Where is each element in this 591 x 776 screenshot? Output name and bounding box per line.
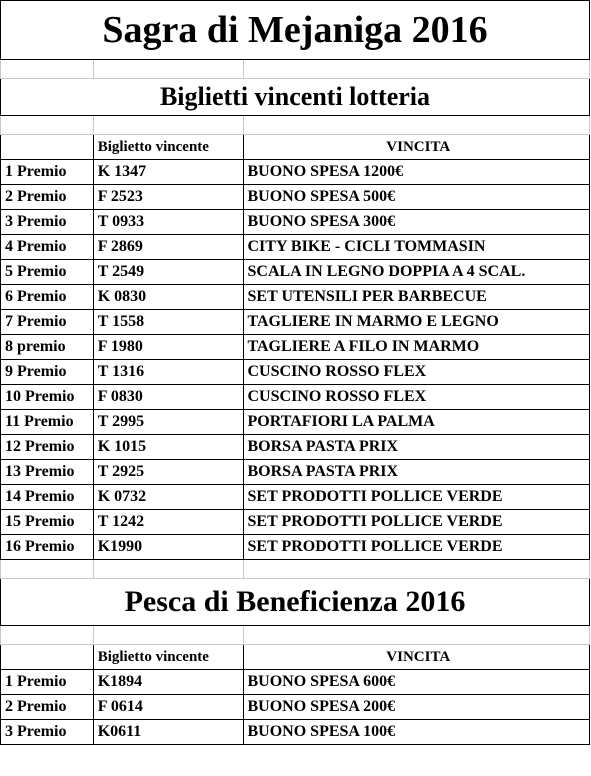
place-cell[interactable]: 14 Premio — [1, 485, 94, 510]
prize-cell[interactable]: CUSCINO ROSSO FLEX — [243, 385, 590, 410]
lotteria-row — [1, 335, 590, 360]
place-cell[interactable]: 6 Premio — [1, 285, 94, 310]
ticket-cell[interactable]: F 1980 — [93, 335, 243, 360]
ticket-cell[interactable]: T 1242 — [93, 510, 243, 535]
lotteria-header-row — [1, 135, 590, 160]
lotteria-row — [1, 210, 590, 235]
prize-cell[interactable]: BUONO SPESA 600€ — [243, 670, 590, 695]
prize-cell[interactable]: BUONO SPESA 200€ — [243, 695, 590, 720]
prize-cell[interactable]: TAGLIERE IN MARMO E LEGNO — [243, 310, 590, 335]
ticket-cell[interactable]: K 1015 — [93, 435, 243, 460]
ticket-cell[interactable]: T 2549 — [93, 260, 243, 285]
lotteria-row — [1, 385, 590, 410]
place-cell[interactable]: 8 premio — [1, 335, 94, 360]
prize-cell[interactable]: SET PRODOTTI POLLICE VERDE — [243, 485, 590, 510]
prize-cell[interactable]: SET UTENSILI PER BARBECUE — [243, 285, 590, 310]
pesca-row — [1, 670, 590, 695]
place-cell[interactable]: 13 Premio — [1, 460, 94, 485]
prize-cell[interactable]: SCALA IN LEGNO DOPPIA A 4 SCAL. — [243, 260, 590, 285]
spacer-row — [1, 116, 590, 135]
pesca-heading-row — [1, 579, 590, 626]
ticket-cell[interactable]: K0611 — [93, 720, 243, 745]
lotteria-heading-row — [1, 79, 590, 116]
lotteria-row — [1, 185, 590, 210]
lotteria-heading[interactable]: Biglietti vincenti lotteria — [1, 79, 590, 116]
header-empty-cell[interactable] — [1, 135, 94, 160]
place-cell[interactable]: 2 Premio — [1, 695, 94, 720]
place-cell[interactable]: 7 Premio — [1, 310, 94, 335]
ticket-cell[interactable]: T 2925 — [93, 460, 243, 485]
pesca-row — [1, 720, 590, 745]
lotteria-row — [1, 260, 590, 285]
place-cell[interactable]: 5 Premio — [1, 260, 94, 285]
title-row — [1, 1, 590, 60]
prize-cell[interactable]: CITY BIKE - CICLI TOMMASIN — [243, 235, 590, 260]
header-ticket[interactable]: Biglietto vincente — [93, 135, 243, 160]
header-empty-cell[interactable] — [1, 645, 94, 670]
lotteria-row — [1, 535, 590, 560]
empty-cell[interactable] — [93, 626, 243, 645]
empty-cell[interactable] — [1, 626, 94, 645]
place-cell[interactable]: 4 Premio — [1, 235, 94, 260]
lotteria-row — [1, 360, 590, 385]
prize-cell[interactable]: TAGLIERE A FILO IN MARMO — [243, 335, 590, 360]
pesca-header-row — [1, 645, 590, 670]
lotteria-row — [1, 160, 590, 185]
ticket-cell[interactable]: T 1558 — [93, 310, 243, 335]
place-cell[interactable]: 15 Premio — [1, 510, 94, 535]
prize-cell[interactable]: BUONO SPESA 500€ — [243, 185, 590, 210]
header-prize[interactable]: VINCITA — [243, 135, 590, 160]
ticket-cell[interactable]: T 1316 — [93, 360, 243, 385]
prize-cell[interactable]: SET PRODOTTI POLLICE VERDE — [243, 535, 590, 560]
lotteria-row — [1, 510, 590, 535]
prize-cell[interactable]: BUONO SPESA 1200€ — [243, 160, 590, 185]
prize-cell[interactable]: BORSA PASTA PRIX — [243, 460, 590, 485]
ticket-cell[interactable]: K 1347 — [93, 160, 243, 185]
spacer-row — [1, 626, 590, 645]
empty-cell[interactable] — [93, 560, 243, 579]
lotteria-row — [1, 410, 590, 435]
empty-cell[interactable] — [243, 560, 590, 579]
header-prize[interactable]: VINCITA — [243, 645, 590, 670]
empty-cell[interactable] — [93, 60, 243, 79]
ticket-cell[interactable]: F 0614 — [93, 695, 243, 720]
place-cell[interactable]: 10 Premio — [1, 385, 94, 410]
place-cell[interactable]: 12 Premio — [1, 435, 94, 460]
empty-cell[interactable] — [243, 116, 590, 135]
spacer-row — [1, 60, 590, 79]
place-cell[interactable]: 11 Premio — [1, 410, 94, 435]
ticket-cell[interactable]: K 0732 — [93, 485, 243, 510]
prize-cell[interactable]: BUONO SPESA 100€ — [243, 720, 590, 745]
ticket-cell[interactable]: K1894 — [93, 670, 243, 695]
lotteria-row — [1, 460, 590, 485]
lotteria-row — [1, 435, 590, 460]
page-title[interactable]: Sagra di Mejaniga 2016 — [1, 1, 590, 60]
prize-cell[interactable]: BUONO SPESA 300€ — [243, 210, 590, 235]
prize-cell[interactable]: PORTAFIORI LA PALMA — [243, 410, 590, 435]
empty-cell[interactable] — [1, 560, 94, 579]
lotteria-row — [1, 310, 590, 335]
header-ticket[interactable]: Biglietto vincente — [93, 645, 243, 670]
ticket-cell[interactable]: K1990 — [93, 535, 243, 560]
empty-cell[interactable] — [243, 60, 590, 79]
pesca-heading[interactable]: Pesca di Beneficienza 2016 — [1, 579, 590, 626]
prize-cell[interactable]: SET PRODOTTI POLLICE VERDE — [243, 510, 590, 535]
place-cell[interactable]: 3 Premio — [1, 210, 94, 235]
empty-cell[interactable] — [1, 60, 94, 79]
place-cell[interactable]: 2 Premio — [1, 185, 94, 210]
ticket-cell[interactable]: F 0830 — [93, 385, 243, 410]
empty-cell[interactable] — [243, 626, 590, 645]
place-cell[interactable]: 1 Premio — [1, 670, 94, 695]
place-cell[interactable]: 9 Premio — [1, 360, 94, 385]
lotteria-row — [1, 235, 590, 260]
place-cell[interactable]: 3 Premio — [1, 720, 94, 745]
ticket-cell[interactable]: F 2869 — [93, 235, 243, 260]
prize-cell[interactable]: CUSCINO ROSSO FLEX — [243, 360, 590, 385]
spacer-row — [1, 560, 590, 579]
place-cell[interactable]: 16 Premio — [1, 535, 94, 560]
lotteria-row — [1, 485, 590, 510]
empty-cell[interactable] — [1, 116, 94, 135]
pesca-row — [1, 695, 590, 720]
ticket-cell[interactable]: T 0933 — [93, 210, 243, 235]
place-cell[interactable]: 1 Premio — [1, 160, 94, 185]
ticket-cell[interactable]: K 0830 — [93, 285, 243, 310]
lotteria-row — [1, 285, 590, 310]
prize-cell[interactable]: BORSA PASTA PRIX — [243, 435, 590, 460]
ticket-cell[interactable]: T 2995 — [93, 410, 243, 435]
ticket-cell[interactable]: F 2523 — [93, 185, 243, 210]
empty-cell[interactable] — [93, 116, 243, 135]
